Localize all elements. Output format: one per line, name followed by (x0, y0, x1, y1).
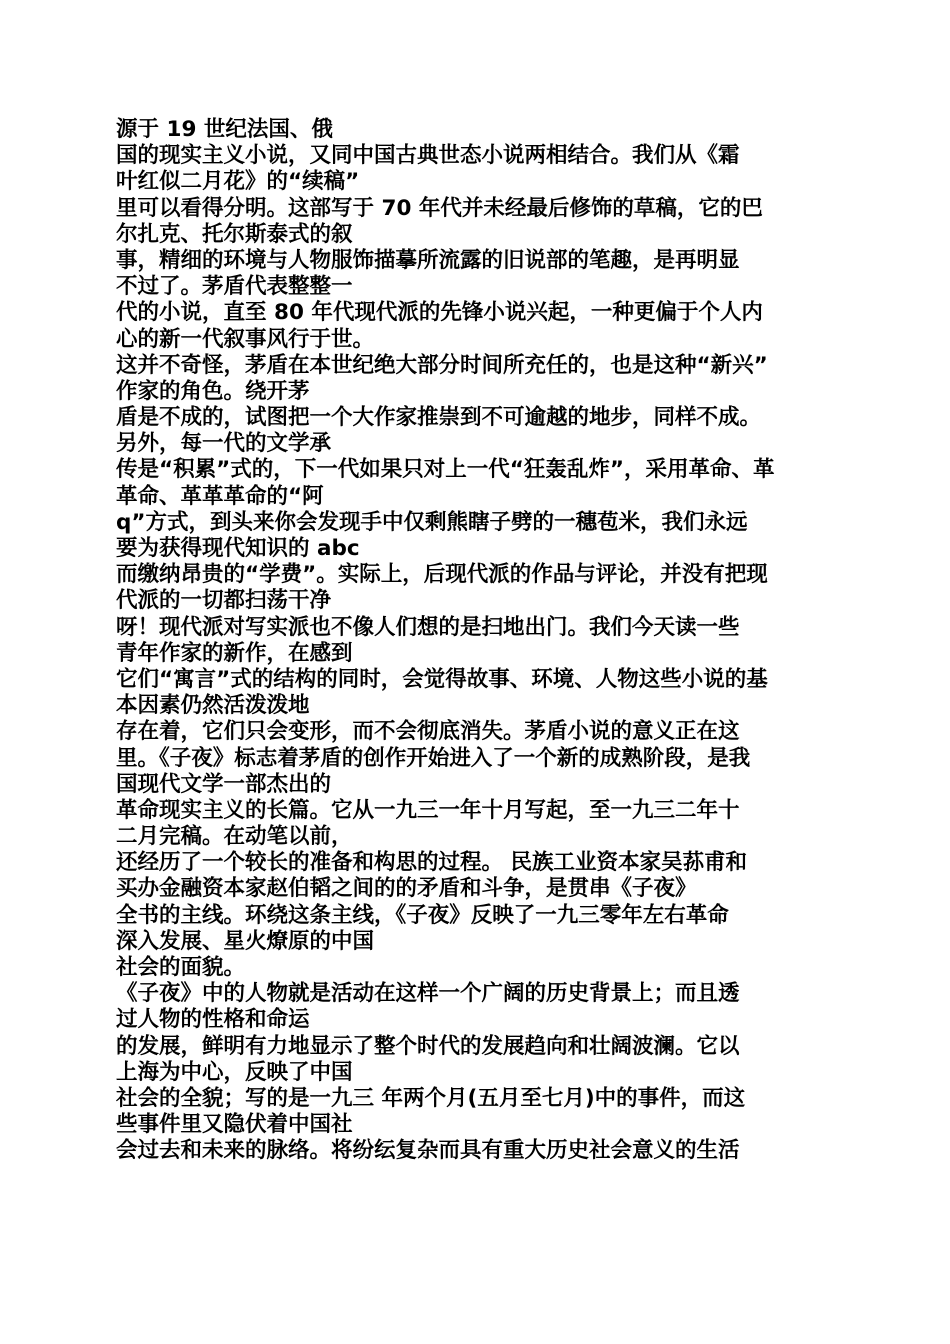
text-line: 国的现实主义小说，又同中国古典世态小说两相结合。我们从《霜 (116, 143, 740, 169)
text-line: 革命、革革革命的“阿 (116, 483, 324, 509)
text-line: 社会的全貌；写的是一九三 年两个月(五月至七月)中的事件，而这 (116, 1085, 746, 1111)
text-line: 要为获得现代知识的 abc (116, 536, 360, 561)
text-line: 还经历了一个较长的准备和构思的过程。 民族工业资本家吴荪甫和 (116, 850, 747, 876)
text-line: 尔扎克、托尔斯泰式的叙 (116, 221, 353, 247)
text-line: 呀！现代派对写实派也不像人们想的是扫地出门。我们今天读一些 (116, 614, 740, 640)
text-line: 过人物的性格和命运 (116, 1007, 310, 1033)
text-line: 二月完稿。在动笔以前， (116, 824, 353, 850)
text-line: 些事件里又隐伏着中国社 (116, 1112, 353, 1138)
text-line: 事，精细的环境与人物服饰描摹所流露的旧说部的笔趣，是再明显 (116, 247, 740, 273)
body-text (116, 117, 836, 1165)
text-line: 里可以看得分明。这部写于 70 年代并未经最后修饰的草稿，它的巴 (116, 195, 763, 221)
text-line: 这并不奇怪，茅盾在本世纪绝大部分时间所充任的，也是这种“新兴” (116, 352, 768, 378)
text-line: 心的新一代叙事风行于世。 (116, 326, 375, 352)
text-line: 叶红似二月花》的“续稿” (116, 169, 360, 195)
text-line: q”方式，到头来你会发现手中仅剩熊瞎子劈的一穗苞米，我们永远 (116, 509, 748, 535)
text-line: 买办金融资本家赵伯韬之间的的矛盾和斗争，是贯串《子夜》 (116, 876, 697, 902)
text-line: 作家的角色。绕开茅 (116, 378, 310, 404)
text-line: 另外，每一代的文学承 (116, 431, 332, 457)
text-line: 深入发展、星火燎原的中国 (116, 928, 375, 954)
text-line: 革命现实主义的长篇。它从一九三一年十月写起，至一九三二年十 (116, 797, 740, 823)
text-line: 社会的面貌。 (116, 955, 246, 980)
text-line: 代派的一切都扫荡干净 (116, 588, 332, 614)
text-line: 上海为中心，反映了中国 (116, 1059, 353, 1085)
text-line: 《子夜》中的人物就是活动在这样一个广阔的历史背景上；而且透 (116, 981, 740, 1007)
text-line: 代的小说，直至 80 年代现代派的先锋小说兴起，一种更偏于个人内 (116, 300, 763, 326)
text-line: 本因素仍然活泼泼地 (116, 693, 310, 719)
text-line: 青年作家的新作，在感到 (116, 640, 353, 666)
text-line: 盾是不成的，试图把一个大作家推崇到不可逾越的地步，同样不成。 (116, 405, 762, 431)
text-line: 不过了。茅盾代表整整一 (116, 274, 353, 300)
text-line: 源于 19 世纪法国、俄 (116, 117, 333, 142)
text-line: 存在着，它们只会变形，而不会彻底消失。茅盾小说的意义正在这 (116, 719, 740, 745)
text-line: 里。《子夜》标志着茅盾的创作开始进入了一个新的成熟阶段，是我 (116, 745, 751, 771)
text-line: 的发展，鲜明有力地显示了整个时代的发展趋向和壮阔波澜。它以 (116, 1033, 740, 1059)
text-line: 国现代文学一部杰出的 (116, 771, 332, 797)
text-line: 而缴纳昂贵的“学费”。实际上，后现代派的作品与评论，并没有把现 (116, 562, 768, 588)
text-line: 传是“积累”式的，下一代如果只对上一代“狂轰乱炸”，采用革命、革 (116, 457, 775, 483)
text-line: 它们“寓言”式的结构的同时，会觉得故事、环境、人物这些小说的基 (116, 666, 768, 692)
text-line: 会过去和未来的脉络。将纷纭复杂而具有重大历史社会意义的生活 (116, 1138, 740, 1164)
text-line: 全书的主线。环绕这条主线，《子夜》反映了一九三零年左右革命 (116, 902, 729, 928)
